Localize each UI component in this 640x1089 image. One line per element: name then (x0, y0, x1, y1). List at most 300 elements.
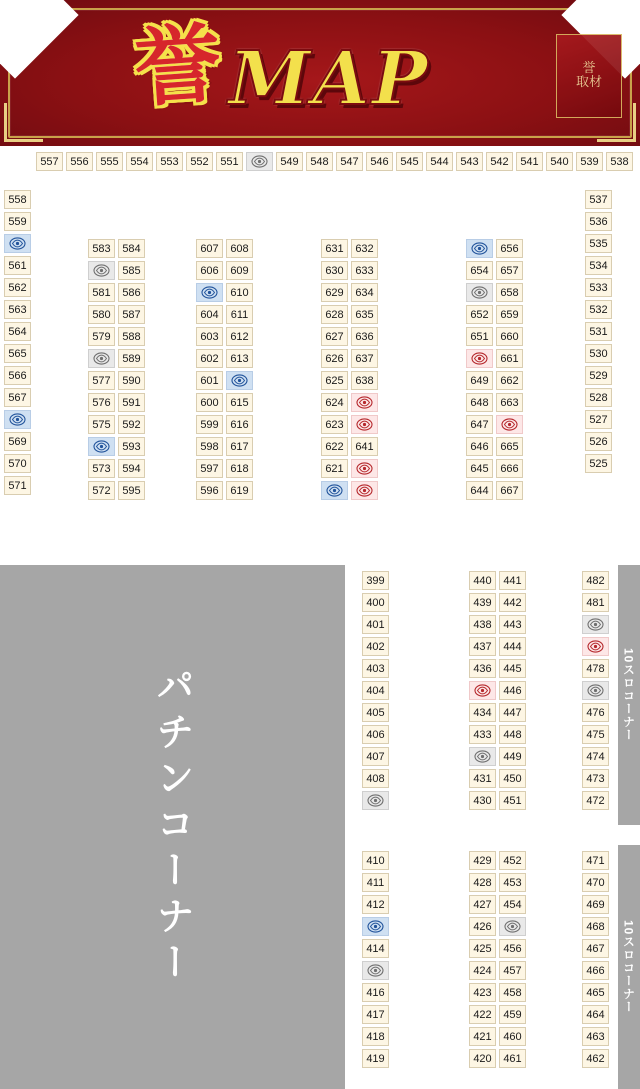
seat-cell[interactable]: 593 (118, 437, 145, 456)
seat-cell[interactable]: 461 (499, 1049, 526, 1068)
seat-cell[interactable]: 665 (496, 437, 523, 456)
seat-row (469, 769, 526, 788)
seat-cell[interactable]: 551 (216, 152, 243, 171)
seat-cell[interactable]: 481 (582, 593, 609, 612)
seat-cell[interactable]: 569 (4, 432, 31, 451)
seat-cell[interactable]: 609 (226, 261, 253, 280)
seat-cell[interactable]: 420 (469, 1049, 496, 1068)
seat-marker-icon[interactable] (582, 637, 609, 656)
seat-marker-icon[interactable] (88, 437, 115, 456)
seat-cell[interactable]: 406 (362, 725, 389, 744)
seat-cell[interactable]: 598 (196, 437, 223, 456)
seat-row (196, 349, 253, 368)
seat-row (469, 571, 526, 590)
seat-row (88, 239, 145, 258)
seat-cell[interactable]: 444 (499, 637, 526, 656)
seat-cell[interactable]: 437 (469, 637, 496, 656)
seat-cell[interactable]: 628 (321, 305, 348, 324)
seat-cell[interactable]: 576 (88, 393, 115, 412)
seat-row (469, 851, 526, 870)
seat-marker-icon[interactable] (88, 261, 115, 280)
seat-cell[interactable]: 556 (66, 152, 93, 171)
seat-marker-icon[interactable] (4, 234, 31, 253)
seat-cell[interactable]: 608 (226, 239, 253, 258)
seat-cell[interactable]: 462 (582, 1049, 609, 1068)
seat-cell[interactable]: 529 (585, 366, 612, 385)
seat-cell[interactable]: 599 (196, 415, 223, 434)
seat-row (321, 415, 378, 434)
seat-cell[interactable]: 592 (118, 415, 145, 434)
seat-cell[interactable]: 458 (499, 983, 526, 1002)
seat-cell[interactable]: 573 (88, 459, 115, 478)
seat-marker-icon[interactable] (362, 791, 389, 810)
seat-cell[interactable]: 535 (585, 234, 612, 253)
seat-cell[interactable]: 474 (582, 747, 609, 766)
seat-cell[interactable]: 634 (351, 283, 378, 302)
seat-cell[interactable]: 401 (362, 615, 389, 634)
seat-cell[interactable]: 471 (582, 851, 609, 870)
seat-cell[interactable]: 555 (96, 152, 123, 171)
seat-cell[interactable]: 400 (362, 593, 389, 612)
seat-cell[interactable]: 467 (582, 939, 609, 958)
seat-cell[interactable]: 425 (469, 939, 496, 958)
seat-cell[interactable]: 558 (4, 190, 31, 209)
seat-cell[interactable]: 646 (466, 437, 493, 456)
seat-cell[interactable]: 428 (469, 873, 496, 892)
pachinko-corner-area (0, 565, 345, 1089)
seat-row (321, 371, 378, 390)
sidebar-label-10slot-upper: 10スロコーナー (618, 565, 640, 825)
seat-cell[interactable]: 615 (226, 393, 253, 412)
seat-cell[interactable]: 635 (351, 305, 378, 324)
seat-marker-icon[interactable] (351, 459, 378, 478)
seat-marker-icon[interactable] (351, 481, 378, 500)
seat-marker-icon[interactable] (466, 283, 493, 302)
seat-cell[interactable]: 633 (351, 261, 378, 280)
seal-stamp-icon: 誉 取材 (556, 34, 622, 118)
seat-cell[interactable]: 434 (469, 703, 496, 722)
seat-cell[interactable]: 607 (196, 239, 223, 258)
seat-row (469, 983, 526, 1002)
seat-row (469, 615, 526, 634)
seat-cell[interactable]: 457 (499, 961, 526, 980)
seat-cell[interactable]: 469 (582, 895, 609, 914)
seat-cell[interactable]: 452 (499, 851, 526, 870)
seat-row (469, 681, 526, 700)
seat-cell[interactable]: 411 (362, 873, 389, 892)
seat-cell[interactable]: 585 (118, 261, 145, 280)
seat-cell[interactable]: 561 (4, 256, 31, 275)
seat-cell[interactable]: 645 (466, 459, 493, 478)
seat-cell[interactable]: 654 (466, 261, 493, 280)
seat-cell[interactable]: 661 (496, 349, 523, 368)
seat-cell[interactable]: 617 (226, 437, 253, 456)
seat-row (469, 791, 526, 810)
seat-cell[interactable]: 466 (582, 961, 609, 980)
seat-cell[interactable]: 584 (118, 239, 145, 258)
seat-cell[interactable]: 418 (362, 1027, 389, 1046)
seat-row (469, 1005, 526, 1024)
seat-row (196, 371, 253, 390)
seat-cell[interactable]: 595 (118, 481, 145, 500)
seat-marker-icon[interactable] (496, 415, 523, 434)
seat-cell[interactable]: 451 (499, 791, 526, 810)
seat-row (196, 481, 253, 500)
seat-cell[interactable]: 597 (196, 459, 223, 478)
seat-marker-icon[interactable] (469, 747, 496, 766)
seat-row (469, 961, 526, 980)
seat-cell[interactable]: 431 (469, 769, 496, 788)
seat-cell[interactable]: 647 (466, 415, 493, 434)
seat-cell[interactable]: 465 (582, 983, 609, 1002)
seat-cell[interactable]: 580 (88, 305, 115, 324)
seat-cell[interactable]: 424 (469, 961, 496, 980)
seat-cell[interactable]: 468 (582, 917, 609, 936)
seat-cell[interactable]: 453 (499, 873, 526, 892)
seat-cell[interactable]: 571 (4, 476, 31, 495)
seat-cell[interactable]: 429 (469, 851, 496, 870)
seat-row (469, 747, 526, 766)
seat-cell[interactable]: 531 (585, 322, 612, 341)
seat-cell[interactable]: 442 (499, 593, 526, 612)
seat-cell[interactable]: 542 (486, 152, 513, 171)
seat-cell[interactable]: 470 (582, 873, 609, 892)
seat-row (469, 593, 526, 612)
seat-cell[interactable]: 410 (362, 851, 389, 870)
seat-cell[interactable]: 463 (582, 1027, 609, 1046)
seat-cell[interactable]: 652 (466, 305, 493, 324)
seat-row (469, 659, 526, 678)
seat-marker-icon[interactable] (246, 152, 273, 171)
seat-row (196, 327, 253, 346)
header-banner (0, 0, 640, 146)
seat-cell[interactable]: 559 (4, 212, 31, 231)
seat-cell[interactable]: 596 (196, 481, 223, 500)
seat-cell[interactable]: 440 (469, 571, 496, 590)
seat-cell[interactable]: 613 (226, 349, 253, 368)
seat-cell[interactable]: 422 (469, 1005, 496, 1024)
seat-cell[interactable]: 618 (226, 459, 253, 478)
logo-map-text: MAP (228, 36, 430, 122)
seat-row (321, 283, 378, 302)
seat-marker-icon[interactable] (321, 481, 348, 500)
seat-cell[interactable]: 562 (4, 278, 31, 297)
seat-cell[interactable]: 583 (88, 239, 115, 258)
seat-block-420s (469, 851, 526, 1068)
seat-cell[interactable]: 427 (469, 895, 496, 914)
seat-cell[interactable]: 581 (88, 283, 115, 302)
seat-marker-icon[interactable] (196, 283, 223, 302)
seat-row (321, 393, 378, 412)
seat-cell[interactable]: 548 (306, 152, 333, 171)
seat-cell[interactable]: 449 (499, 747, 526, 766)
seat-cell[interactable]: 460 (499, 1027, 526, 1046)
seat-row (196, 239, 253, 258)
seat-cell[interactable]: 414 (362, 939, 389, 958)
seat-cell[interactable]: 663 (496, 393, 523, 412)
seat-row (469, 703, 526, 722)
seat-row (466, 327, 523, 346)
seat-cell[interactable]: 454 (499, 895, 526, 914)
seat-cell[interactable]: 563 (4, 300, 31, 319)
seat-cell[interactable]: 565 (4, 344, 31, 363)
seat-cell[interactable]: 657 (496, 261, 523, 280)
seat-cell[interactable]: 441 (499, 571, 526, 590)
seat-cell[interactable]: 623 (321, 415, 348, 434)
seat-cell[interactable]: 586 (118, 283, 145, 302)
seat-cell[interactable]: 589 (118, 349, 145, 368)
seat-cell[interactable]: 638 (351, 371, 378, 390)
seat-cell[interactable]: 399 (362, 571, 389, 590)
seat-cell[interactable]: 602 (196, 349, 223, 368)
seat-cell[interactable]: 651 (466, 327, 493, 346)
seat-cell[interactable]: 421 (469, 1027, 496, 1046)
seat-cell[interactable]: 606 (196, 261, 223, 280)
seat-cell[interactable]: 478 (582, 659, 609, 678)
seat-row (466, 349, 523, 368)
seat-cell[interactable]: 482 (582, 571, 609, 590)
seat-row (466, 437, 523, 456)
seat-cell[interactable]: 417 (362, 1005, 389, 1024)
seat-cell[interactable]: 472 (582, 791, 609, 810)
seat-cell[interactable]: 624 (321, 393, 348, 412)
seat-cell[interactable]: 546 (366, 152, 393, 171)
seat-cell[interactable]: 666 (496, 459, 523, 478)
seat-row (88, 481, 145, 500)
seat-row (469, 725, 526, 744)
seat-cell[interactable]: 594 (118, 459, 145, 478)
seat-marker-icon[interactable] (4, 410, 31, 429)
seat-cell[interactable]: 547 (336, 152, 363, 171)
seat-cell[interactable]: 532 (585, 300, 612, 319)
seat-cell[interactable]: 554 (126, 152, 153, 171)
seat-cell[interactable]: 450 (499, 769, 526, 788)
seat-cell[interactable]: 611 (226, 305, 253, 324)
left-seat-column (4, 190, 31, 495)
seat-row (196, 261, 253, 280)
seat-row (469, 873, 526, 892)
seat-cell[interactable]: 405 (362, 703, 389, 722)
seat-cell[interactable]: 632 (351, 239, 378, 258)
seat-cell[interactable]: 530 (585, 344, 612, 363)
seat-cell[interactable]: 629 (321, 283, 348, 302)
seat-block-580s (88, 239, 145, 500)
seat-cell[interactable]: 601 (196, 371, 223, 390)
seat-marker-icon[interactable] (351, 393, 378, 412)
seat-row (196, 283, 253, 302)
seat-cell[interactable]: 658 (496, 283, 523, 302)
seat-cell[interactable]: 526 (585, 432, 612, 451)
top-seat-row (36, 152, 633, 171)
seat-cell[interactable]: 588 (118, 327, 145, 346)
seat-cell[interactable]: 662 (496, 371, 523, 390)
seat-cell[interactable]: 433 (469, 725, 496, 744)
seat-cell[interactable]: 446 (499, 681, 526, 700)
seat-cell[interactable]: 443 (499, 615, 526, 634)
seat-cell[interactable]: 627 (321, 327, 348, 346)
seat-cell[interactable]: 473 (582, 769, 609, 788)
seat-marker-icon[interactable] (582, 615, 609, 634)
seat-block-650s (466, 239, 523, 500)
seat-cell[interactable]: 660 (496, 327, 523, 346)
seat-cell[interactable]: 448 (499, 725, 526, 744)
seat-cell[interactable]: 579 (88, 327, 115, 346)
seat-row (321, 327, 378, 346)
seat-cell[interactable]: 619 (226, 481, 253, 500)
seat-cell[interactable]: 528 (585, 388, 612, 407)
seat-cell[interactable]: 591 (118, 393, 145, 412)
seat-row (466, 371, 523, 390)
right-seat-column (585, 190, 612, 473)
seat-cell[interactable]: 659 (496, 305, 523, 324)
seat-row (196, 415, 253, 434)
seat-cell[interactable]: 610 (226, 283, 253, 302)
seat-cell[interactable]: 636 (351, 327, 378, 346)
seat-row (196, 305, 253, 324)
seat-cell[interactable]: 552 (186, 152, 213, 171)
seat-row (466, 393, 523, 412)
seat-cell[interactable]: 464 (582, 1005, 609, 1024)
seat-cell[interactable]: 476 (582, 703, 609, 722)
seat-row (466, 305, 523, 324)
seat-cell[interactable]: 419 (362, 1049, 389, 1068)
seat-row (88, 437, 145, 456)
seat-cell[interactable]: 540 (546, 152, 573, 171)
seat-cell[interactable]: 648 (466, 393, 493, 412)
seat-cell[interactable]: 667 (496, 481, 523, 500)
seat-cell[interactable]: 631 (321, 239, 348, 258)
seat-row (88, 371, 145, 390)
seat-cell[interactable]: 447 (499, 703, 526, 722)
seat-cell[interactable]: 637 (351, 349, 378, 368)
seat-cell[interactable]: 553 (156, 152, 183, 171)
seat-marker-icon[interactable] (362, 917, 389, 936)
seat-cell[interactable]: 541 (516, 152, 543, 171)
sidebar-label-10slot-lower: 10スロコーナー (618, 845, 640, 1089)
seat-row (466, 261, 523, 280)
seat-block-600s (196, 239, 253, 500)
seat-cell[interactable]: 445 (499, 659, 526, 678)
seat-row (466, 481, 523, 500)
seat-cell[interactable]: 590 (118, 371, 145, 390)
seat-row (469, 1027, 526, 1046)
seat-cell[interactable]: 459 (499, 1005, 526, 1024)
seat-cell[interactable]: 533 (585, 278, 612, 297)
seat-cell[interactable]: 630 (321, 261, 348, 280)
seat-cell[interactable]: 570 (4, 454, 31, 473)
seat-cell[interactable]: 407 (362, 747, 389, 766)
seat-cell[interactable]: 612 (226, 327, 253, 346)
seat-cell[interactable]: 539 (576, 152, 603, 171)
seat-cell[interactable]: 567 (4, 388, 31, 407)
seat-cell[interactable]: 416 (362, 983, 389, 1002)
seat-cell[interactable]: 475 (582, 725, 609, 744)
seat-cell[interactable]: 616 (226, 415, 253, 434)
seat-row (321, 349, 378, 368)
seat-cell[interactable]: 543 (456, 152, 483, 171)
seat-cell[interactable]: 603 (196, 327, 223, 346)
seat-cell[interactable]: 408 (362, 769, 389, 788)
seat-cell[interactable]: 412 (362, 895, 389, 914)
seat-row (88, 349, 145, 368)
seat-cell[interactable]: 536 (585, 212, 612, 231)
seat-cell[interactable]: 403 (362, 659, 389, 678)
seat-cell[interactable]: 641 (351, 437, 378, 456)
seat-marker-icon[interactable] (582, 681, 609, 700)
seat-cell[interactable]: 621 (321, 459, 348, 478)
seat-cell[interactable]: 538 (606, 152, 633, 171)
seat-cell[interactable]: 566 (4, 366, 31, 385)
seat-cell[interactable]: 564 (4, 322, 31, 341)
seat-cell[interactable]: 572 (88, 481, 115, 500)
seat-cell[interactable]: 537 (585, 190, 612, 209)
seat-marker-icon[interactable] (351, 415, 378, 434)
seat-cell[interactable]: 656 (496, 239, 523, 258)
seat-cell[interactable]: 644 (466, 481, 493, 500)
seat-cell[interactable]: 575 (88, 415, 115, 434)
seat-cell[interactable]: 426 (469, 917, 496, 936)
seat-cell[interactable]: 587 (118, 305, 145, 324)
seat-cell[interactable]: 557 (36, 152, 63, 171)
seat-row (469, 939, 526, 958)
seat-cell[interactable]: 439 (469, 593, 496, 612)
seat-marker-icon[interactable] (226, 371, 253, 390)
seat-marker-icon[interactable] (466, 349, 493, 368)
seat-cell[interactable]: 549 (276, 152, 303, 171)
seat-row (88, 261, 145, 280)
seat-cell[interactable]: 430 (469, 791, 496, 810)
seat-row (321, 239, 378, 258)
seat-marker-icon[interactable] (88, 349, 115, 368)
seat-row (88, 327, 145, 346)
seat-cell[interactable]: 525 (585, 454, 612, 473)
logo (0, 0, 640, 146)
seat-cell[interactable]: 404 (362, 681, 389, 700)
seat-cell[interactable]: 622 (321, 437, 348, 456)
seat-row (469, 1049, 526, 1068)
seat-cell[interactable]: 456 (499, 939, 526, 958)
seat-cell[interactable]: 544 (426, 152, 453, 171)
seat-block-630s (321, 239, 378, 500)
seat-row (469, 895, 526, 914)
seat-cell[interactable]: 402 (362, 637, 389, 656)
seat-cell[interactable]: 534 (585, 256, 612, 275)
seat-row (196, 393, 253, 412)
seat-cell[interactable]: 600 (196, 393, 223, 412)
seat-cell[interactable]: 626 (321, 349, 348, 368)
seat-cell[interactable]: 527 (585, 410, 612, 429)
seat-marker-icon[interactable] (469, 681, 496, 700)
seat-cell[interactable]: 577 (88, 371, 115, 390)
seat-cell[interactable]: 423 (469, 983, 496, 1002)
seat-marker-icon[interactable] (466, 239, 493, 258)
seat-cell[interactable]: 625 (321, 371, 348, 390)
seat-marker-icon[interactable] (499, 917, 526, 936)
seat-cell[interactable]: 604 (196, 305, 223, 324)
seat-marker-icon[interactable] (362, 961, 389, 980)
seat-cell[interactable]: 438 (469, 615, 496, 634)
pachinko-corner-label: パチンコーナー (150, 666, 194, 988)
seat-cell[interactable]: 545 (396, 152, 423, 171)
seat-row (469, 917, 526, 936)
seat-row (196, 437, 253, 456)
seat-row (196, 459, 253, 478)
logo-kanji: 誉 (131, 13, 224, 120)
seat-cell[interactable]: 436 (469, 659, 496, 678)
seat-row (88, 305, 145, 324)
seat-row (321, 481, 378, 500)
seat-cell[interactable]: 649 (466, 371, 493, 390)
